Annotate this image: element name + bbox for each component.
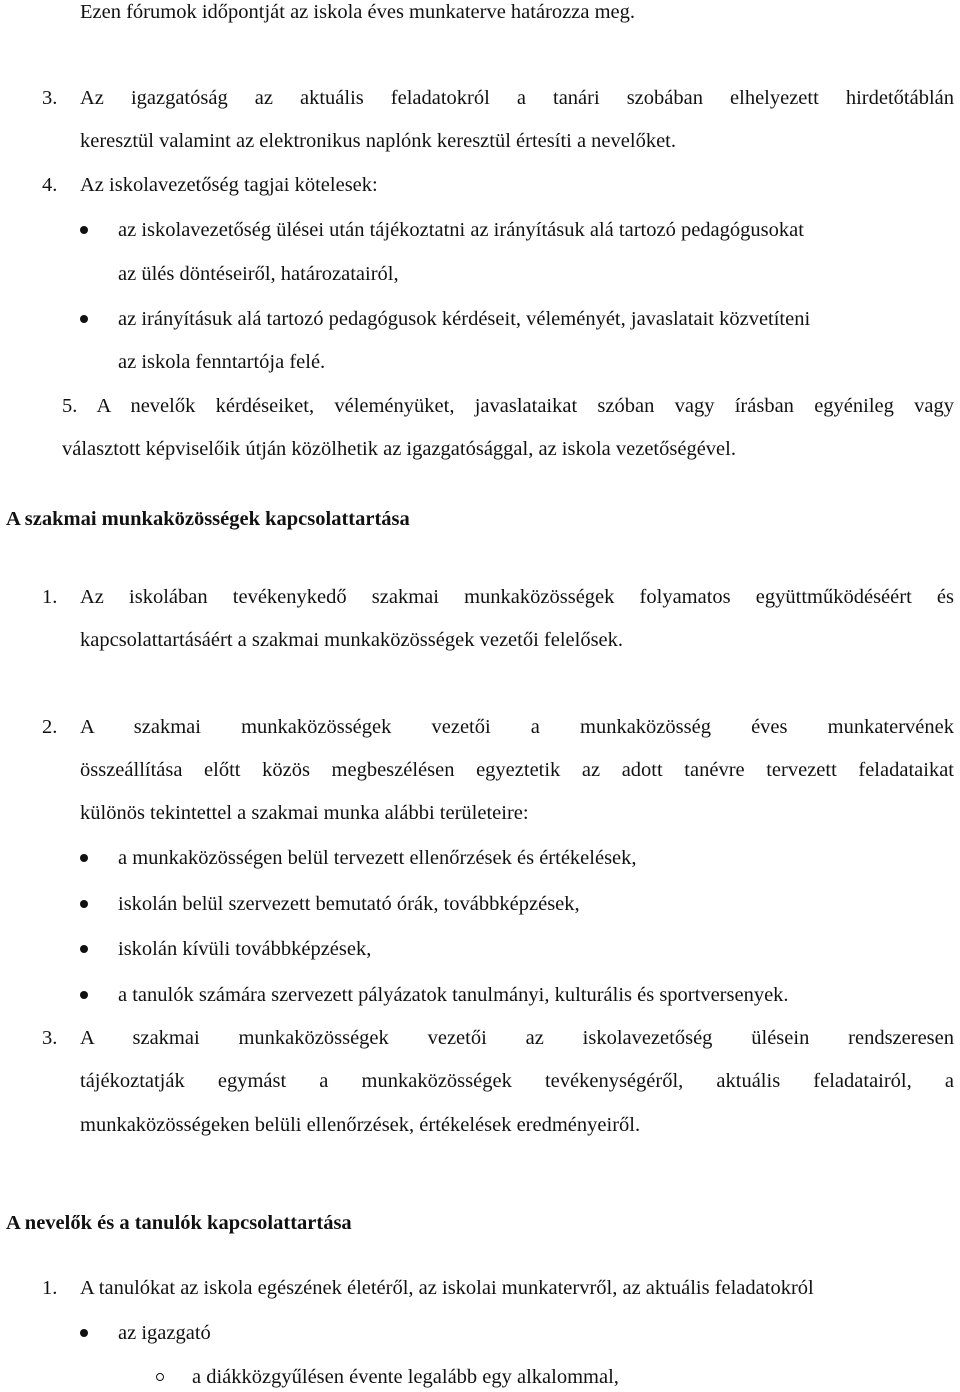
paragraph-line: összeállítása előtt közös megbeszélésen egyeztetik az adott tanévre tervezett feladataikat	[80, 759, 954, 781]
list-number: 1.	[42, 1277, 58, 1299]
paragraph-line: tájékoztatják egymást a munkaközösségek tevékenységéről, aktuális feladatairól, a	[80, 1070, 954, 1092]
bullet-icon	[80, 226, 88, 234]
list-item: az irányításuk alá tartozó pedagógusok kérdéseit, véleményét, javaslatait közvetíteni	[118, 308, 811, 330]
paragraph-line: A szakmai munkaközösségek vezetői a munkaközösség éves munkatervének	[80, 716, 954, 738]
list-item: iskolán kívüli továbbképzések,	[118, 938, 372, 960]
paragraph-line: keresztül valamint az elektronikus naplónk keresztül értesíti a nevelőket.	[80, 130, 676, 152]
list-item: az iskolavezetőség ülései után tájékoztatni az irányításuk alá tartozó pedagógusokat	[118, 219, 804, 241]
circle-bullet-icon	[156, 1373, 164, 1381]
paragraph-line: Az iskolavezetőség tagjai kötelesek:	[80, 174, 378, 196]
paragraph-line: A szakmai munkaközösségek vezetői az iskolavezetőség ülésein rendszeresen	[80, 1027, 954, 1049]
paragraph-line: A tanulókat az iskola egészének életéről, az iskolai munkatervről, az aktuális feladatokról	[80, 1277, 814, 1299]
paragraph-line: választott képviselőik útján közölhetik az igazgatósággal, az iskola vezetőségével.	[62, 438, 736, 460]
bullet-icon	[80, 900, 88, 908]
paragraph-line: kapcsolattartásáért a szakmai munkaközösségek vezetői felelősek.	[80, 629, 624, 651]
list-number: 4.	[42, 174, 58, 196]
list-item-continuation: az iskola fenntartója felé.	[118, 351, 326, 373]
bullet-icon	[80, 945, 88, 953]
section-heading: A szakmai munkaközösségek kapcsolattartása	[6, 508, 410, 530]
list-item-continuation: az ülés döntéseiről, határozatairól,	[118, 263, 399, 285]
list-item: iskolán belül szervezett bemutató órák, továbbképzések,	[118, 893, 580, 915]
paragraph-line: munkaközösségeken belüli ellenőrzések, értékelések eredményeiről.	[80, 1114, 641, 1136]
bullet-icon	[80, 854, 88, 862]
paragraph-line: Ezen fórumok időpontját az iskola éves munkaterve határozza meg.	[80, 1, 635, 23]
bullet-icon	[80, 315, 88, 323]
paragraph-line: 5. A nevelők kérdéseiket, véleményüket, javaslataikat szóban vagy írásban egyénileg vagy	[62, 395, 954, 417]
list-number: 3.	[42, 1027, 58, 1049]
paragraph-line: Az iskolában tevékenykedő szakmai munkaközösségek folyamatos együttműködéséért és	[80, 586, 954, 608]
sub-list-item: a diákközgyűlésen évente legalább egy alkalommal,	[192, 1366, 619, 1388]
list-number: 1.	[42, 586, 58, 608]
list-number: 2.	[42, 716, 58, 738]
section-heading: A nevelők és a tanulók kapcsolattartása	[6, 1212, 352, 1234]
paragraph-line: különös tekintettel a szakmai munka alábbi területeire:	[80, 802, 529, 824]
bullet-icon	[80, 991, 88, 999]
list-item: a tanulók számára szervezett pályázatok tanulmányi, kulturális és sportversenyek.	[118, 984, 789, 1006]
list-number: 3.	[42, 87, 58, 109]
paragraph-line: Az igazgatóság az aktuális feladatokról a tanári szobában elhelyezett hirdetőtáblán	[80, 87, 954, 109]
list-item: a munkaközösségen belül tervezett ellenőrzések és értékelések,	[118, 847, 637, 869]
bullet-icon	[80, 1329, 88, 1337]
list-item: az igazgató	[118, 1322, 211, 1344]
